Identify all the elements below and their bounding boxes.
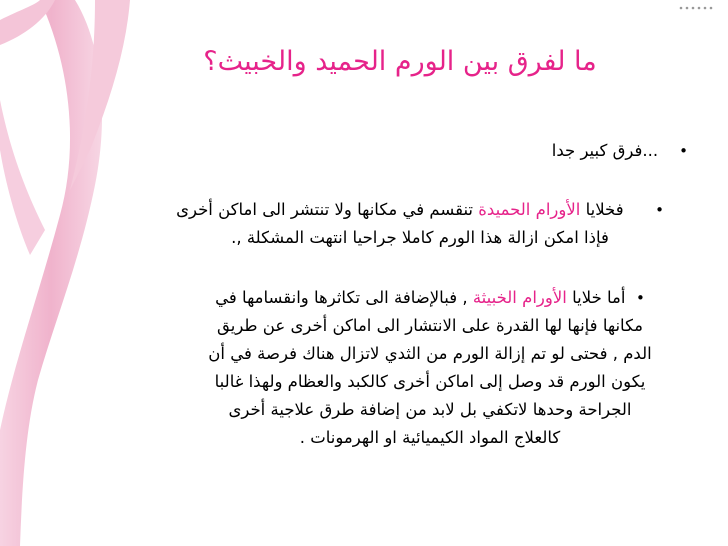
bullet-3 — [160, 284, 700, 452]
bullet-icon: • — [679, 142, 688, 160]
bullet-2-text-pre: فخلايا — [580, 200, 624, 219]
bullet-1 — [388, 137, 688, 165]
benign-tumors-highlight: الأورام الحميدة — [478, 200, 581, 219]
bullet-icon: • — [655, 201, 664, 219]
slide-title: ما لفرق بين الورم الحميد والخبيث؟ — [203, 46, 597, 77]
bullet-3-line-5: الجراحة وحدها لاتكفي بل لابد من إضافة طرق علاجية أخرى — [228, 400, 632, 419]
bullet-2-text-post: تنقسم في مكانها ولا تنتشر الى اماكن أخرى — [176, 200, 479, 219]
bullet-1-text: ...فرق كبير جدا — [551, 141, 659, 160]
bullet-3-line-4: يكون الورم قد وصل إلى اماكن أخرى كالكبد والعظام ولهذا غالبا — [214, 372, 646, 391]
bullet-2-line-2: فإذا امكن ازالة هذا الورم كاملا جراحيا انتهت المشكلة ,. — [231, 228, 609, 247]
malignant-tumors-highlight: الأورام الخبيثة — [472, 288, 567, 307]
bullet-3-line-2: مكانها فإنها لها القدرة على الانتشار الى اماكن أخرى عن طريق — [216, 316, 644, 335]
bullet-icon: • — [635, 289, 645, 307]
bullet-3-text-pre: أما خلايا — [566, 288, 626, 307]
bullet-3-line-6: كالعلاج المواد الكيميائية او الهرمونات . — [299, 428, 561, 447]
dotted-line-decoration — [678, 4, 718, 12]
bullet-3-line-3: الدم , فحتى لو تم إزالة الورم من الثدي لاتزال هناك فرصة في أن — [208, 344, 652, 363]
bullet-3-text-post: , فبالإضافة الى تكاثرها وانقسامها في — [215, 288, 473, 307]
pink-ribbon-icon — [0, 0, 150, 546]
bullet-2 — [140, 196, 700, 252]
